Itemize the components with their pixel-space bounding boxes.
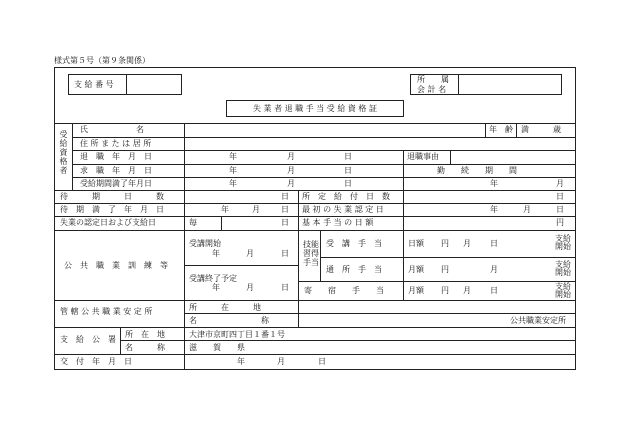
attendance-yen-unit: 円 bbox=[441, 239, 449, 248]
page-title: 失 業 者 退 職 手 当 受 給 資 格 証 bbox=[253, 104, 377, 113]
period-end-month-unit: 月 bbox=[287, 179, 295, 188]
office-name-label: 名 称 bbox=[189, 316, 269, 325]
boarding-day-unit: 日 bbox=[490, 286, 498, 295]
attendance-month-unit: 月 bbox=[463, 239, 471, 248]
commuting-monthly-label: 月額 bbox=[408, 265, 424, 274]
training-start-year-unit: 年 bbox=[212, 249, 220, 258]
job-application-date-label: 求 職 年 月 日 bbox=[80, 166, 152, 175]
issue-date-label: 交 付 年 月 日 bbox=[60, 357, 132, 366]
qualified-person-side-label: 受給資格者 bbox=[59, 130, 68, 175]
job-application-day-unit: 日 bbox=[344, 166, 352, 175]
payment-number-value[interactable] bbox=[127, 75, 181, 94]
prescribed-days-unit: 日 bbox=[556, 192, 564, 201]
retirement-day-unit: 日 bbox=[344, 152, 352, 161]
payment-number-label: 支 給 番 号 bbox=[74, 80, 114, 89]
affiliation-label: 所 属 bbox=[417, 75, 449, 84]
commuting-payment-start: 支給開始 bbox=[555, 260, 571, 277]
payment-period-end-label: 受給期間満了年月日 bbox=[80, 179, 152, 188]
training-label: 公 共 職 業 訓 練 等 bbox=[64, 261, 168, 270]
skill-allowance-label: 技能習得手当 bbox=[303, 240, 319, 267]
payment-office-location-value: 大津市京町四丁目１番１号 bbox=[189, 330, 285, 339]
attendance-payment-start: 支給開始 bbox=[555, 234, 571, 251]
age-unit: 満 歳 bbox=[521, 125, 561, 134]
address-label: 住 所 ま た は 居 所 bbox=[80, 139, 152, 148]
payment-office-name-value: 滋 賀 県 bbox=[189, 343, 245, 352]
waiting-days-unit: 日 bbox=[281, 192, 289, 201]
prescribed-payment-days-label: 所 定 給 付 日 数 bbox=[302, 192, 390, 201]
commuting-yen-unit: 円 bbox=[441, 265, 449, 274]
office-name-suffix: 公共職業安定所 bbox=[510, 316, 566, 325]
job-application-year-unit: 年 bbox=[229, 166, 237, 175]
period-end-year-unit: 年 bbox=[229, 179, 237, 188]
basic-daily-allowance-label: 基 本 手 当 の 日 額 bbox=[302, 218, 374, 227]
age-label: 年 齢 bbox=[489, 125, 513, 134]
name-label: 氏 名 bbox=[80, 125, 144, 134]
cert-day-unit: 日 bbox=[281, 218, 289, 227]
issue-year-unit: 年 bbox=[237, 357, 245, 366]
training-start-day-unit: 日 bbox=[281, 249, 289, 258]
waiting-end-day-unit: 日 bbox=[281, 205, 289, 214]
waiting-end-date-label: 待 期 満 了 年 月 日 bbox=[60, 205, 164, 214]
attendance-daily-label: 日額 bbox=[408, 239, 424, 248]
training-start-label: 受講開始 bbox=[189, 239, 221, 248]
training-end-year-unit: 年 bbox=[212, 283, 220, 292]
boarding-yen-unit: 円 bbox=[441, 286, 449, 295]
service-year-unit: 年 bbox=[490, 179, 498, 188]
every-label: 毎 bbox=[189, 218, 197, 227]
basic-allowance-yen-unit: 円 bbox=[556, 218, 564, 227]
commuting-month-unit: 月 bbox=[490, 265, 498, 274]
attendance-allowance-label: 受 講 手 当 bbox=[326, 239, 382, 248]
retirement-reason-label: 退職事由 bbox=[407, 152, 439, 161]
training-end-month-unit: 月 bbox=[246, 283, 254, 292]
attendance-day-unit: 日 bbox=[490, 239, 498, 248]
first-cert-year-unit: 年 bbox=[490, 205, 498, 214]
payment-office-location-label: 所 在 地 bbox=[125, 330, 165, 339]
first-certification-date-label: 最 初 の 失 業 認 定 日 bbox=[302, 205, 384, 214]
retirement-year-unit: 年 bbox=[229, 152, 237, 161]
retirement-date-label: 退 職 年 月 日 bbox=[80, 152, 152, 161]
payment-office-label: 支 給 公 署 bbox=[60, 335, 116, 344]
commuting-allowance-label: 通 所 手 当 bbox=[326, 265, 382, 274]
certification-payment-day-label: 失業の認定日および支給日 bbox=[60, 218, 156, 227]
boarding-payment-start: 支給開始 bbox=[555, 282, 571, 299]
issue-month-unit: 月 bbox=[277, 357, 285, 366]
boarding-monthly-label: 月額 bbox=[408, 286, 424, 295]
payment-office-name-label: 名 称 bbox=[125, 343, 165, 352]
service-period-label: 勤 続 期 間 bbox=[437, 166, 517, 175]
accounting-name-label: 会 計 名 bbox=[417, 85, 447, 94]
issue-day-unit: 日 bbox=[318, 357, 326, 366]
training-end-planned-label: 受講終了予定 bbox=[189, 274, 237, 283]
retirement-month-unit: 月 bbox=[287, 152, 295, 161]
waiting-days-label: 待 期 日 数 bbox=[60, 192, 164, 201]
job-application-month-unit: 月 bbox=[287, 166, 295, 175]
training-start-month-unit: 月 bbox=[246, 249, 254, 258]
first-cert-month-unit: 月 bbox=[523, 205, 531, 214]
form-number: 様式第５号（第９条関係） bbox=[54, 56, 150, 65]
service-month-unit: 月 bbox=[556, 179, 564, 188]
training-end-day-unit: 日 bbox=[281, 283, 289, 292]
waiting-end-month-unit: 月 bbox=[252, 205, 260, 214]
first-cert-day-unit: 日 bbox=[556, 205, 564, 214]
boarding-allowance-label: 寄 宿 手 当 bbox=[304, 286, 384, 295]
jurisdiction-office-label: 管 轄 公 共 職 業 安 定 所 bbox=[60, 307, 153, 316]
period-end-day-unit: 日 bbox=[344, 179, 352, 188]
boarding-month-unit: 月 bbox=[463, 286, 471, 295]
office-location-label: 所 在 地 bbox=[189, 303, 261, 312]
waiting-end-year-unit: 年 bbox=[221, 205, 229, 214]
